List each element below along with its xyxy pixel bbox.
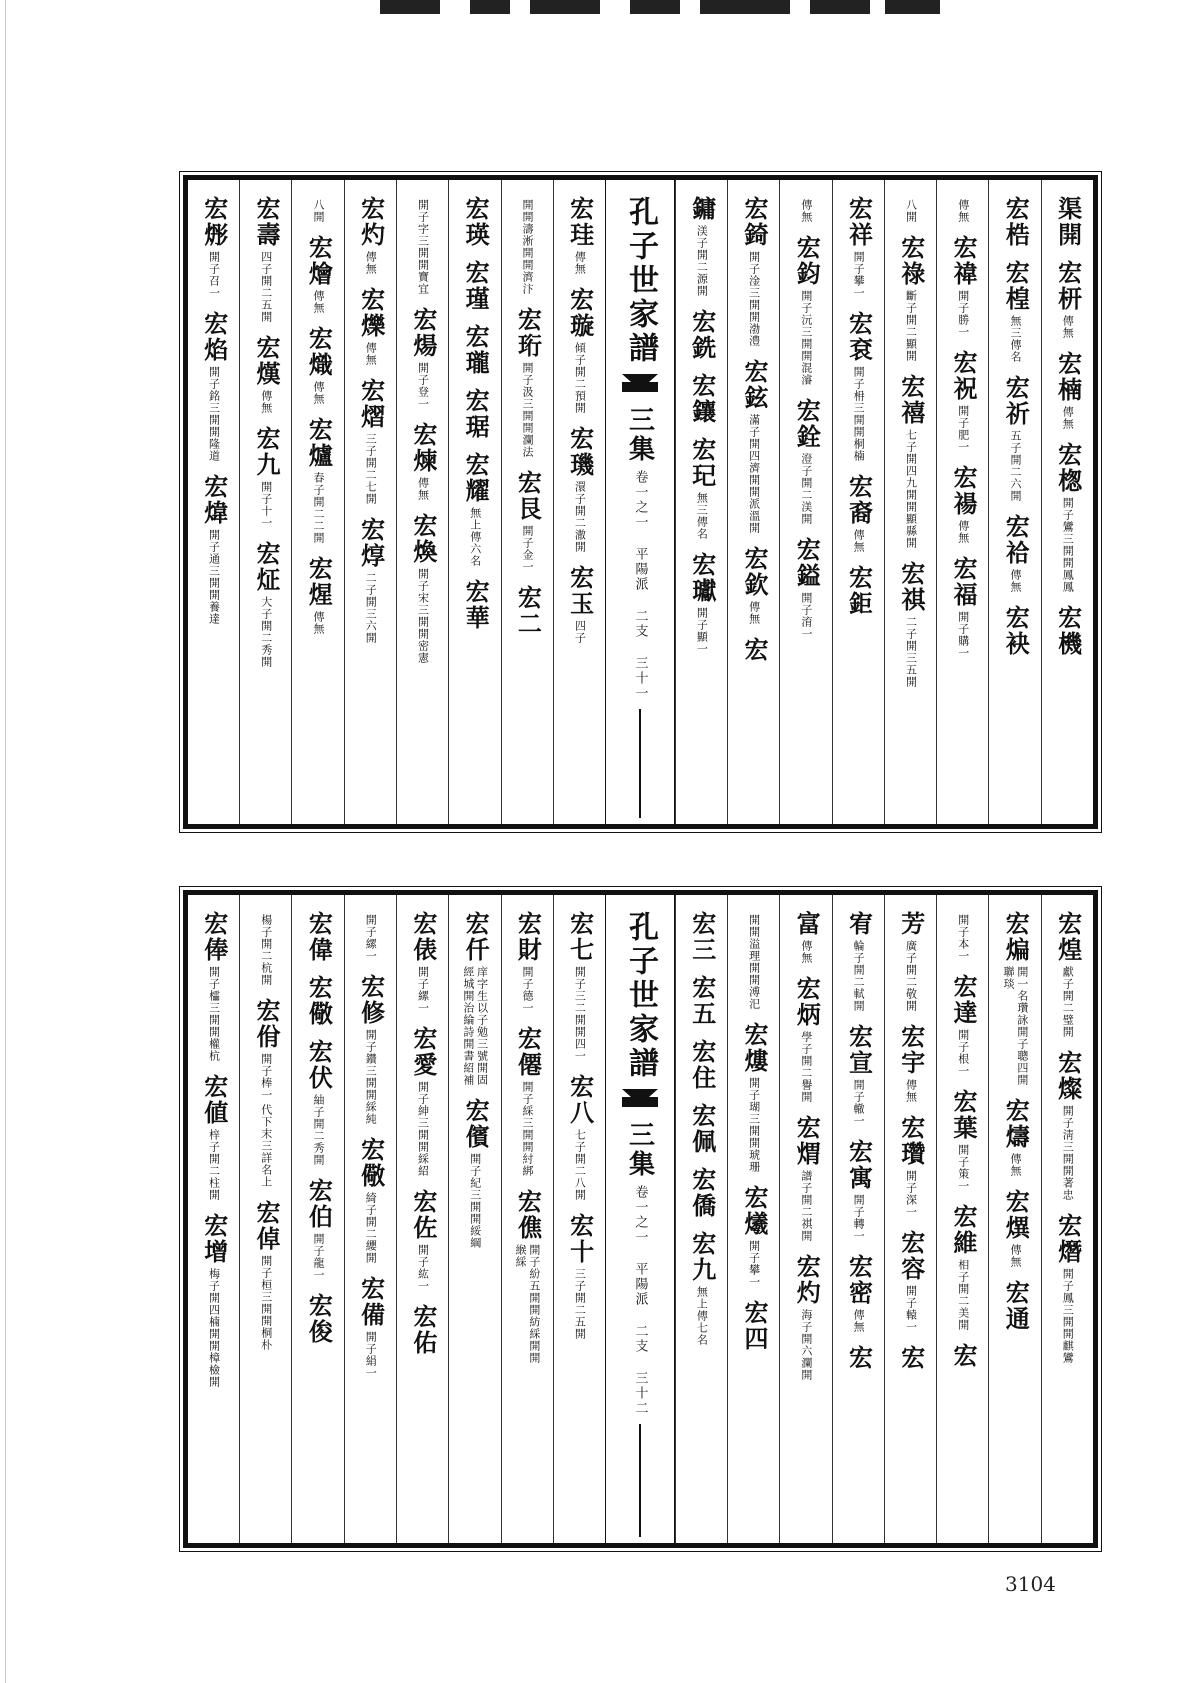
person-name: 宏四 (739, 1300, 769, 1352)
annotation-note: 四子 (573, 620, 587, 644)
person-name: 宏鈞 (792, 235, 822, 287)
person-name: 富 (792, 911, 822, 937)
annotation-note: 開子銘三開開隆道 (207, 366, 221, 462)
person-name: 宏裔 (844, 474, 874, 526)
book-title: 孔子世家譜 (622, 196, 658, 366)
annotation-note: 開子縲一 (416, 966, 430, 1014)
annotation-note: 傳無 (1008, 1244, 1022, 1268)
annotation-note: 開子龍一 (311, 1233, 325, 1281)
person-name: 宏伯 (304, 1178, 334, 1230)
person-name: 宏煒 (199, 474, 229, 526)
person-name: 宏 (739, 637, 769, 663)
person-name: 宏宣 (844, 1024, 874, 1076)
annotation-note: 開子紘一 (416, 1244, 430, 1292)
person-name: 宏煸 (1001, 911, 1031, 963)
register-column (988, 895, 1040, 1543)
register-column (448, 895, 500, 1543)
annotation-note: 開子策一 (956, 1144, 970, 1192)
person-name: 宏禓 (949, 465, 979, 517)
person-name: 宏達 (949, 974, 979, 1026)
annotation-note: 開子德一 (521, 966, 535, 1014)
annotation-note: 相子開二美開 (956, 1259, 970, 1331)
annotation-note: 傳無 (364, 251, 378, 275)
person-name: 宏焰 (199, 311, 229, 363)
annotation-note: 傳無 (799, 199, 813, 223)
register-column (1041, 180, 1093, 824)
person-name: 宏三 (687, 911, 717, 963)
register-column (675, 895, 727, 1543)
person-name: 宏熾 (304, 326, 334, 378)
person-name: 宏玉 (565, 565, 595, 617)
annotation-note: 傳無 (259, 390, 273, 414)
annotation-note: 開子綵三開開紂綁 (521, 1081, 535, 1177)
annotation-note: 七子開二八開 (573, 1129, 587, 1201)
person-name: 宏增 (199, 1213, 229, 1265)
person-name: 宏錡 (739, 196, 769, 248)
annotation-note: 開開溢理開開溥汜 (747, 914, 761, 1010)
volume-branch-label: 卷一之一 平陽派 二支 三十一 (632, 470, 648, 701)
person-name: 宏炳 (792, 976, 822, 1028)
annotation-note: 開子勝一 (956, 290, 970, 338)
annotation-note: 三子開二五開 (573, 1268, 587, 1340)
annotation-note: 五子開二六開 (1008, 430, 1022, 502)
register-column (832, 895, 884, 1543)
person-name: 芳 (896, 911, 926, 937)
genealogy-page-lower (183, 890, 1098, 1548)
person-name: 宏修 (356, 974, 386, 1026)
register-column (988, 180, 1040, 824)
annotation-note: 開子肥一 (956, 405, 970, 453)
person-name: 宏壽 (252, 196, 282, 248)
person-name: 宏 (896, 1345, 926, 1371)
annotation-note: 傳無 (416, 477, 430, 501)
register-column (727, 180, 779, 824)
annotation-note: 開子轅一 (904, 1285, 918, 1333)
person-name: 宏住 (687, 1039, 717, 1091)
annotation-note: 開子沅三開開混濬 (799, 290, 813, 386)
annotation-note: 傳無 (573, 251, 587, 275)
register-column (448, 180, 500, 824)
annotation-note: 傳無 (956, 199, 970, 223)
annotation-note: 傳無 (1008, 1153, 1022, 1177)
annotation-note: 斷子開二顯開 (904, 290, 918, 362)
person-name: 宏灼 (792, 1254, 822, 1306)
fish-tail-mark-icon (622, 374, 658, 400)
column-grid (188, 895, 1093, 1543)
annotation-note: 開子十一 (259, 481, 273, 529)
person-name: 宏煉 (408, 422, 438, 474)
person-name: 宏値 (199, 1074, 229, 1126)
register-column (832, 180, 884, 824)
annotation-note: 傳無 (1061, 406, 1075, 430)
annotation-note: 開子字三開開寶宜 (416, 199, 430, 295)
annotation-note: 無上傳六名 (468, 507, 482, 567)
person-name: 宏爐 (304, 417, 334, 469)
annotation-note: 梓子開二柱開 (207, 1129, 221, 1201)
person-name: 宏袞 (844, 311, 874, 363)
person-name: 宏艮 (513, 470, 543, 522)
person-name: 宏九 (687, 1231, 717, 1283)
person-name: 宏珩 (513, 307, 543, 359)
person-name: 宏八 (565, 1074, 595, 1126)
center-rule (639, 709, 641, 818)
collection-label: 三集 (624, 406, 655, 464)
annotation-note: 七子開四九開開顯縣開 (904, 429, 918, 549)
annotation-note: 大子開二秀開 (259, 596, 273, 668)
person-name: 宏禕 (949, 235, 979, 287)
person-name: 宏焞 (356, 517, 386, 569)
person-name: 宏俵 (408, 911, 438, 963)
person-name: 宏寓 (844, 1139, 874, 1191)
person-name: 鏞 (687, 196, 717, 222)
annotation-note: 開子顯一 (695, 607, 709, 655)
annotation-note: 楊子開二杭開 (259, 914, 273, 986)
register-column (553, 895, 605, 1543)
person-name: 宏 (949, 1343, 979, 1369)
annotation-note: 開子鸞三開開鳳鳳 (1061, 497, 1075, 593)
person-name: 宏容 (896, 1230, 926, 1282)
annotation-note: 開子紀三開開綏綱 (468, 1153, 482, 1249)
person-name: 渠開 (1053, 196, 1083, 248)
annotation-note: 開子紳三開開綵紹 (416, 1081, 430, 1177)
person-name: 宏爔 (739, 1185, 769, 1237)
register-column (884, 895, 936, 1543)
annotation-note: 開子淦三開開渤澧 (747, 251, 761, 347)
person-name: 宏備 (356, 1276, 386, 1328)
person-name: 宏熡 (739, 1022, 769, 1074)
annotation-note: 開子本一 (956, 914, 970, 962)
annotation-note: 開子深一 (904, 1170, 918, 1218)
person-name: 宏烿 (199, 196, 229, 248)
annotation-note: 開子淯一 (799, 592, 813, 640)
volume-branch-label: 卷一之一 平陽派 二支 三十二 (632, 1185, 648, 1416)
person-name: 宏祺 (896, 561, 926, 613)
annotation-note: 開開濤淅開開濟汴 (521, 199, 535, 295)
annotation-note: 三子開二七開 (364, 433, 378, 505)
annotation-note: 傳無 (1061, 315, 1075, 339)
person-name: 宏珪 (565, 196, 595, 248)
person-name: 宏七 (565, 911, 595, 963)
person-name: 宏密 (844, 1254, 874, 1306)
register-column (884, 180, 936, 824)
annotation-note: 滿子開四濟開開派溫開 (747, 414, 761, 534)
annotation-note: 開子三二開開四一 (573, 966, 587, 1062)
person-name: 宏銓 (792, 398, 822, 450)
person-name: 宏煬 (408, 307, 438, 359)
annotation-note: 傳無 (364, 342, 378, 366)
person-name: 宏熼 (1001, 1189, 1031, 1241)
person-name: 宏佾 (252, 998, 282, 1050)
register-column (396, 180, 448, 824)
annotation-note: 傳無 (1008, 569, 1022, 593)
annotation-note: 紬子開二秀開 (311, 1094, 325, 1166)
person-name: 宏偉 (304, 911, 334, 963)
person-name: 宏瓏 (461, 324, 491, 376)
person-name: 宏祈 (1001, 375, 1031, 427)
annotation-note: 開子根一 (956, 1029, 970, 1077)
annotation-note: 梅子開四楠開開樟檢開 (207, 1268, 221, 1388)
annotation-note: 開子縲一 (364, 914, 378, 962)
register-column (344, 180, 396, 824)
annotation-note: 開子櫺三開開權杭 (207, 966, 221, 1062)
register-column (553, 180, 605, 824)
person-name: 宏祿 (896, 235, 926, 287)
person-name: 宏鉅 (844, 565, 874, 617)
register-column (727, 895, 779, 1543)
page-number: 3104 (1005, 1572, 1056, 1596)
annotation-note: 海子開六瀾開 (799, 1309, 813, 1381)
annotation-note: 傾子開二預開 (573, 342, 587, 414)
person-name: 宏瑾 (461, 260, 491, 312)
person-name: 宏五 (687, 975, 717, 1027)
register-column (344, 895, 396, 1543)
annotation-note: 代下末三詳名上 (259, 1104, 273, 1188)
center-rule (639, 1424, 641, 1537)
register-column (1041, 895, 1093, 1543)
person-name: 宏梏 (1001, 196, 1031, 248)
annotation-note: 傳無 (852, 529, 866, 553)
person-name: 宏璣 (565, 426, 595, 478)
register-column (396, 895, 448, 1543)
person-name: 宏熸 (1053, 1213, 1083, 1265)
person-name: 宏佩 (687, 1103, 717, 1155)
annotation-note: 綺子開二纓開 (364, 1192, 378, 1264)
register-column (188, 895, 239, 1543)
annotation-note: 澴子開二潵開 (573, 481, 587, 553)
register-column (936, 895, 988, 1543)
annotation-note: 春子開二二開 (311, 472, 325, 544)
person-name: 宏瑛 (461, 196, 491, 248)
person-name: 宏禧 (896, 374, 926, 426)
person-name: 宏福 (949, 556, 979, 608)
person-name: 宏財 (513, 911, 543, 963)
person-name: 宏二 (513, 585, 543, 637)
annotation-note: 開子召一 (207, 251, 221, 299)
annotation-note: 開子轉一 (852, 1194, 866, 1242)
annotation-note: 獻子開二璧開 (1061, 966, 1075, 1038)
annotation-note: 開子攀一 (852, 251, 866, 299)
person-name: 宏佐 (408, 1189, 438, 1241)
annotation-note: 傳無 (956, 520, 970, 544)
column-grid (188, 180, 1093, 824)
annotation-note: 開子鳳三開開麒鸞 (1061, 1268, 1075, 1364)
person-name: 宏灼 (356, 196, 386, 248)
annotation-note: 開子絹一 (364, 1331, 378, 1379)
genealogy-page-upper (183, 175, 1098, 829)
annotation-note: 開子購一 (956, 611, 970, 659)
person-name: 宏耀 (461, 452, 491, 504)
person-name: 宏倬 (252, 1200, 282, 1252)
person-name: 宏煥 (408, 513, 438, 565)
person-name: 宏瓛 (687, 552, 717, 604)
person-name: 宏僊 (513, 1026, 543, 1078)
annotation-note: 開子宋三開開密憲 (416, 568, 430, 664)
person-name: 宏燽 (1001, 1098, 1031, 1150)
book-title: 孔子世家譜 (622, 911, 658, 1081)
person-name: 宏佑 (408, 1304, 438, 1356)
annotation-note: 開子紛五開開紡綵開開緱綵 (514, 1244, 541, 1364)
register-column (188, 180, 239, 824)
register-column (291, 180, 343, 824)
top-cropped-text-fragment (380, 0, 940, 18)
person-name: 宏華 (461, 579, 491, 631)
person-name: 宏 (844, 1345, 874, 1371)
annotation-note: 無三傳名 (1008, 315, 1022, 363)
register-column (779, 180, 831, 824)
person-name: 宏儆 (356, 1137, 386, 1189)
register-column (291, 895, 343, 1543)
annotation-note: 廣子開二敬開 (904, 940, 918, 1012)
annotation-note: 渼子開二源開 (695, 225, 709, 297)
person-name: 宏宇 (896, 1024, 926, 1076)
person-name: 宏鑲 (687, 373, 717, 425)
annotation-note: 八開 (311, 199, 325, 223)
person-name: 宏九 (252, 426, 282, 478)
person-name: 宥 (844, 911, 874, 937)
person-name: 宏鉉 (739, 359, 769, 411)
person-name: 宏楻 (1001, 260, 1031, 312)
annotation-note: 傳無 (311, 611, 325, 635)
person-name: 宏袂 (1001, 605, 1031, 657)
annotation-note: 開子瑚三開開琥珊 (747, 1077, 761, 1173)
annotation-note: 開子通三開開養達 (207, 529, 221, 625)
person-name: 宏維 (949, 1204, 979, 1256)
annotation-note: 傳無 (799, 940, 813, 964)
person-name: 宏楤 (1053, 442, 1083, 494)
annotation-note: 開子棒一 (259, 1053, 273, 1101)
person-name: 宏祥 (844, 196, 874, 248)
person-name: 宏儐 (461, 1098, 491, 1150)
person-name: 宏瓚 (896, 1115, 926, 1167)
person-name: 宏僬 (513, 1189, 543, 1241)
person-name: 宏祫 (1001, 514, 1031, 566)
annotation-note: 開子登一 (416, 362, 430, 410)
person-name: 宏煋 (304, 556, 334, 608)
person-name: 宏熠 (356, 378, 386, 430)
annotation-note: 二子開三五開 (904, 616, 918, 688)
person-name: 宏俊 (304, 1293, 334, 1345)
title-column (605, 895, 675, 1543)
fish-tail-mark-icon (622, 1089, 658, 1115)
annotation-note: 開子淸三開開著忠 (1061, 1105, 1075, 1201)
annotation-note: 譜子開二祺開 (799, 1170, 813, 1242)
person-name: 宏炡 (252, 541, 282, 593)
annotation-note: 無三傳名 (695, 492, 709, 540)
annotation-note: 開一名瓚詠開子聰四開聯琰 (1002, 966, 1029, 1086)
register-column (239, 895, 291, 1543)
annotation-note: 開子攀一 (747, 1240, 761, 1288)
person-name: 宏機 (1053, 605, 1083, 657)
person-name: 宏楠 (1053, 351, 1083, 403)
annotation-note: 開子枏三開開桐楠 (852, 366, 866, 462)
person-name: 宏煟 (792, 1115, 822, 1167)
annotation-note: 二子開三六開 (364, 572, 378, 644)
annotation-note: 開子轍一 (852, 1079, 866, 1127)
annotation-note: 傳無 (311, 381, 325, 405)
register-column (936, 180, 988, 824)
person-name: 宏璇 (565, 287, 595, 339)
person-name: 宏玘 (687, 437, 717, 489)
person-name: 宏俸 (199, 911, 229, 963)
annotation-note: 傳無 (747, 601, 761, 625)
annotation-note: 四子開二五開 (259, 251, 273, 323)
annotation-note: 無上傳七名 (695, 1286, 709, 1346)
person-name: 宏熯 (252, 335, 282, 387)
annotation-note: 開子汲三開開瀾法 (521, 362, 535, 458)
title-column (605, 180, 675, 824)
register-column (501, 895, 553, 1543)
person-name: 宏葉 (949, 1089, 979, 1141)
register-column (779, 895, 831, 1543)
person-name: 宏欽 (739, 546, 769, 598)
person-name: 宏琚 (461, 388, 491, 440)
collection-label: 三集 (624, 1121, 655, 1179)
annotation-note: 八開 (904, 199, 918, 223)
person-name: 宏僑 (687, 1167, 717, 1219)
register-column (239, 180, 291, 824)
annotation-note: 開子桓三開開桐朴 (259, 1255, 273, 1351)
annotation-note: 開子金一 (521, 525, 535, 573)
person-name: 宏燦 (1053, 1050, 1083, 1102)
register-column (675, 180, 727, 824)
annotation-note: 傳無 (852, 1309, 866, 1333)
person-name: 宏爍 (356, 287, 386, 339)
person-name: 宏十 (565, 1213, 595, 1265)
person-name: 宏枅 (1053, 260, 1083, 312)
annotation-note: 輪子開二軾開 (852, 940, 866, 1012)
annotation-note: 澄子開二渼開 (799, 453, 813, 525)
annotation-note: 開子鑽三開開綵純 (364, 1029, 378, 1125)
annotation-note: 傳無 (904, 1079, 918, 1103)
person-name: 宏燴 (304, 235, 334, 287)
person-name: 宏鎰 (792, 537, 822, 589)
person-name: 宏通 (1001, 1280, 1031, 1332)
annotation-note: 傳無 (311, 290, 325, 314)
person-name: 宏仟 (461, 911, 491, 963)
person-name: 宏銑 (687, 309, 717, 361)
annotation-note: 庠字生以子勉三號開固經城開治綸詩開書紹補 (461, 966, 489, 1086)
annotation-note: 學子開二譽開 (799, 1031, 813, 1103)
register-column (501, 180, 553, 824)
person-name: 宏愛 (408, 1026, 438, 1078)
person-name: 宏伏 (304, 1039, 334, 1091)
person-name: 宏祝 (949, 350, 979, 402)
scan-edge-line (5, 0, 6, 1683)
person-name: 宏煌 (1053, 911, 1083, 963)
person-name: 宏儆 (304, 975, 334, 1027)
